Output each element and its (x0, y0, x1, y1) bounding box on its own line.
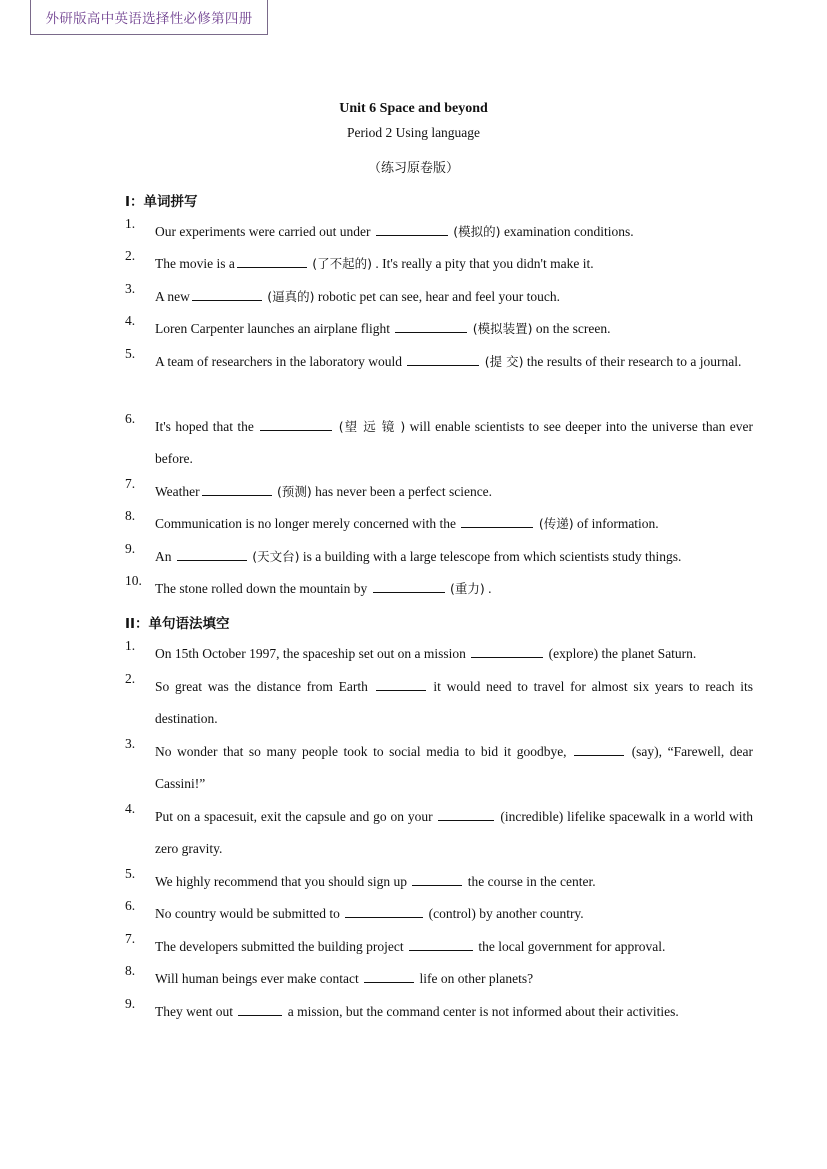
item-text (155, 638, 753, 670)
item-suffix: a mission, but the command center is not informed about their activities. (287, 1004, 679, 1019)
item-number: 2. (125, 671, 136, 686)
item-text (155, 248, 753, 280)
item-number: 1. (125, 638, 136, 653)
item-text (155, 996, 753, 1028)
item-prefix: No wonder that so many people took to social media to bid it goodbye, (155, 744, 567, 759)
answer-blank[interactable] (412, 873, 462, 886)
item-hint: (提 交) (484, 354, 524, 369)
item-suffix: will enable scientists to see deeper into the universe than ever before. (155, 419, 753, 466)
item-hint: (预测) (277, 484, 312, 499)
item-suffix: “Farewell, dear Cassini!” (155, 744, 754, 791)
item-suffix: the course in the center. (467, 874, 596, 889)
item-number: 9. (125, 996, 136, 1011)
item-prefix: A team of researchers in the laboratory would (155, 354, 403, 369)
item-suffix: on the screen. (535, 321, 611, 336)
item-suffix: life on other planets? (419, 971, 534, 986)
item-number: 9. (125, 541, 136, 556)
list-item (125, 346, 753, 410)
item-prefix: They went out (155, 1004, 233, 1019)
item-hint: (天文台) (252, 549, 300, 564)
list-item (125, 411, 753, 475)
item-number: 8. (125, 963, 136, 978)
item-text (155, 866, 753, 898)
item-prefix: Our experiments were carried out under (155, 224, 371, 239)
item-hint: (模拟的) (453, 224, 501, 239)
item-suffix: . (488, 581, 492, 596)
item-text (155, 313, 753, 345)
item-prefix: Weather (155, 484, 200, 499)
item-text (155, 476, 753, 508)
item-suffix: examination conditions. (503, 224, 634, 239)
item-number: 7. (125, 476, 136, 491)
item-prefix: We highly recommend that you should sign up (155, 874, 408, 889)
item-text (155, 346, 753, 378)
item-prefix: A new (155, 289, 190, 304)
item-suffix: by another country. (479, 906, 584, 921)
book-label: 外研版高中英语选择性必修第四册 (30, 0, 268, 35)
item-suffix: . It's really a pity that you didn't make it. (375, 256, 594, 271)
answer-blank[interactable] (373, 580, 445, 593)
item-prefix: Put on a spacesuit, exit the capsule and go on your (155, 809, 433, 824)
answer-blank[interactable] (461, 515, 533, 528)
answer-blank[interactable] (345, 905, 423, 918)
item-text (155, 736, 753, 800)
item-prefix: The stone rolled down the mountain by (155, 581, 368, 596)
answer-blank[interactable] (407, 353, 479, 366)
item-prefix: The movie is a (155, 256, 235, 271)
item-number: 1. (125, 216, 136, 231)
item-hint: (say), (631, 744, 663, 759)
answer-blank[interactable] (376, 678, 426, 691)
item-suffix: the local government for approval. (478, 939, 666, 954)
item-number: 4. (125, 313, 136, 328)
item-number: 3. (125, 736, 136, 751)
item-suffix: lifelike spacewalk in a world with zero gravity. (155, 809, 753, 856)
item-number: 7. (125, 931, 136, 946)
item-text (155, 931, 753, 963)
item-suffix: has never been a perfect science. (315, 484, 493, 499)
item-number: 4. (125, 801, 136, 816)
item-suffix: it would need to travel for almost six years to reach its destination. (155, 679, 754, 726)
answer-blank[interactable] (237, 255, 307, 268)
item-prefix: It's hoped that the (155, 419, 254, 434)
answer-blank[interactable] (364, 970, 414, 983)
version-label: （练习原卷版） (367, 161, 459, 176)
answer-blank[interactable] (471, 645, 543, 658)
item-number: 6. (125, 411, 136, 426)
item-hint: (传递) (538, 516, 574, 531)
item-prefix: On 15th October 1997, the spaceship set out on a mission (155, 646, 466, 661)
answer-blank[interactable] (238, 1003, 282, 1016)
item-suffix: the planet Saturn. (601, 646, 697, 661)
item-number: 2. (125, 248, 136, 263)
item-hint: (explore) (548, 646, 599, 661)
answer-blank[interactable] (438, 808, 494, 821)
item-text (155, 411, 753, 475)
item-prefix: An (155, 549, 172, 564)
item-hint: (了不起的) (312, 256, 372, 271)
item-text (155, 216, 753, 248)
section-heading-spelling: I：单词拼写 (125, 194, 198, 210)
item-text (155, 281, 753, 313)
item-hint: (望 远 镜 ) (338, 419, 406, 434)
item-suffix: is a building with a large telescope from which scientists study things. (302, 549, 682, 564)
answer-blank[interactable] (202, 483, 272, 496)
item-number: 10. (125, 573, 142, 588)
section-heading-grammar: II：单句语法填空 (125, 616, 230, 632)
item-hint: (incredible) (500, 809, 564, 824)
list-item (125, 801, 753, 865)
item-prefix: Communication is no longer merely concerned with the (155, 516, 457, 531)
list-item (125, 736, 753, 800)
item-suffix: of information. (576, 516, 659, 531)
item-number: 8. (125, 508, 136, 523)
item-hint: (control) (428, 906, 476, 921)
unit-title: Unit 6 Space and beyond (339, 101, 488, 116)
item-hint: (逼真的) (267, 289, 315, 304)
item-text (155, 898, 753, 930)
item-suffix: robotic pet can see, hear and feel your touch. (317, 289, 561, 304)
answer-blank[interactable] (376, 223, 448, 236)
answer-blank[interactable] (409, 938, 473, 951)
item-hint: (模拟装置) (472, 321, 533, 336)
item-number: 3. (125, 281, 136, 296)
item-prefix: No country would be submitted to (155, 906, 340, 921)
answer-blank[interactable] (395, 320, 467, 333)
item-text (155, 573, 753, 605)
answer-blank[interactable] (574, 743, 624, 756)
item-text (155, 671, 753, 735)
item-text (155, 508, 753, 540)
item-suffix: the results of their research to a journal. (526, 354, 742, 369)
item-text (155, 801, 753, 865)
list-item (125, 671, 753, 735)
item-number: 5. (125, 866, 136, 881)
item-text (155, 963, 753, 995)
answer-blank[interactable] (192, 288, 262, 301)
item-prefix: Will human beings ever make contact (155, 971, 359, 986)
item-number: 6. (125, 898, 136, 913)
item-hint: (重力) (449, 581, 485, 596)
item-prefix: Loren Carpenter launches an airplane flight (155, 321, 391, 336)
answer-blank[interactable] (260, 418, 332, 431)
answer-blank[interactable] (177, 548, 247, 561)
item-prefix: So great was the distance from Earth (155, 679, 368, 694)
period-subtitle: Period 2 Using language (346, 125, 481, 140)
item-text (155, 541, 753, 573)
item-number: 5. (125, 346, 136, 361)
item-prefix: The developers submitted the building project (155, 939, 404, 954)
